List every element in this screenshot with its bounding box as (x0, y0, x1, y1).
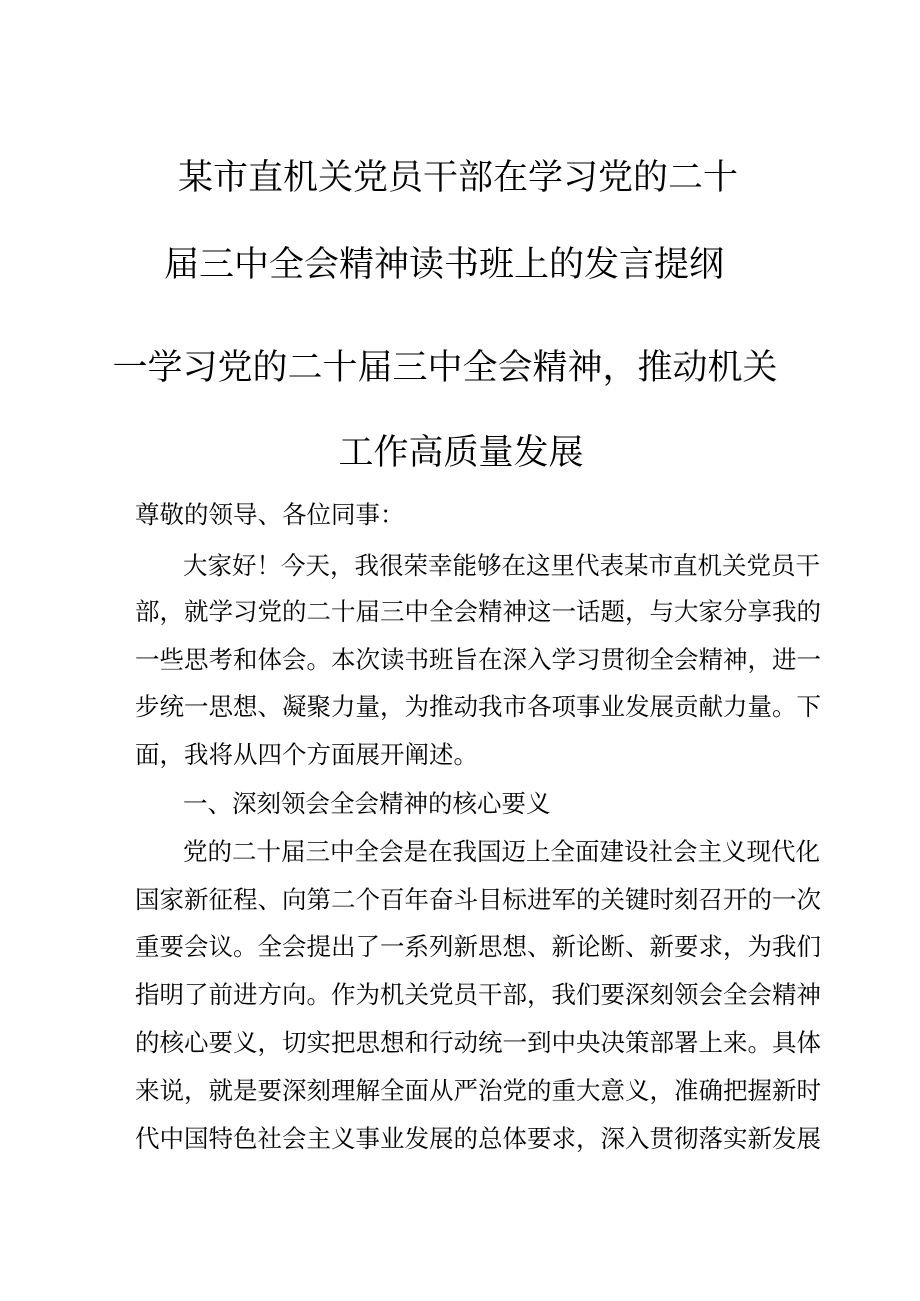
paragraph1-line: 部，就学习党的二十届三中全会精神这一话题，与大家分享我的 (135, 597, 821, 626)
paragraph1-line: 一些思考和体会。本次读书班旨在深入学习贯彻全会精神，进一 (135, 645, 821, 674)
paragraph2-line: 来说，就是要深刻理解全面从严治党的重大意义，准确把握新时 (135, 1076, 821, 1105)
document-subtitle-line-2: 工作高质量发展 (338, 433, 584, 473)
salutation: 尊敬的领导、各位同事： (135, 500, 405, 529)
paragraph2-line: 国家新征程、向第二个百年奋斗目标进军的关键时刻召开的一次 (135, 885, 821, 914)
document-title-line-1: 某市直机关党员干部在学习党的二十 (177, 158, 738, 198)
paragraph2-line: 的核心要义，切实把思想和行动统一到中央决策部署上来。具体 (135, 1028, 821, 1057)
paragraph2-line: 指明了前进方向。作为机关党员干部，我们要深刻领会全会精神 (135, 980, 821, 1009)
paragraph1-line: 大家好！今天，我很荣幸能够在这里代表某市直机关党员干 (183, 551, 820, 580)
paragraph2-line: 党的二十届三中全会是在我国迈上全面建设社会主义现代化 (183, 837, 820, 866)
section1-heading: 一、深刻领会全会精神的核心要义 (183, 789, 551, 818)
document-subtitle-line-1: 一学习党的二十届三中全会精神，推动机关 (112, 348, 778, 388)
paragraph1-line: 面，我将从四个方面展开阐述。 (135, 740, 478, 769)
paragraph2-line: 代中国特色社会主义事业发展的总体要求，深入贯彻落实新发展 (135, 1124, 821, 1153)
paragraph1-line: 步统一思想、凝聚力量，为推动我市各项事业发展贡献力量。下 (135, 692, 821, 721)
paragraph2-line: 重要会议。全会提出了一系列新思想、新论断、新要求，为我们 (135, 932, 821, 961)
document-title-line-2: 届三中全会精神读书班上的发言提纲 (163, 245, 724, 285)
